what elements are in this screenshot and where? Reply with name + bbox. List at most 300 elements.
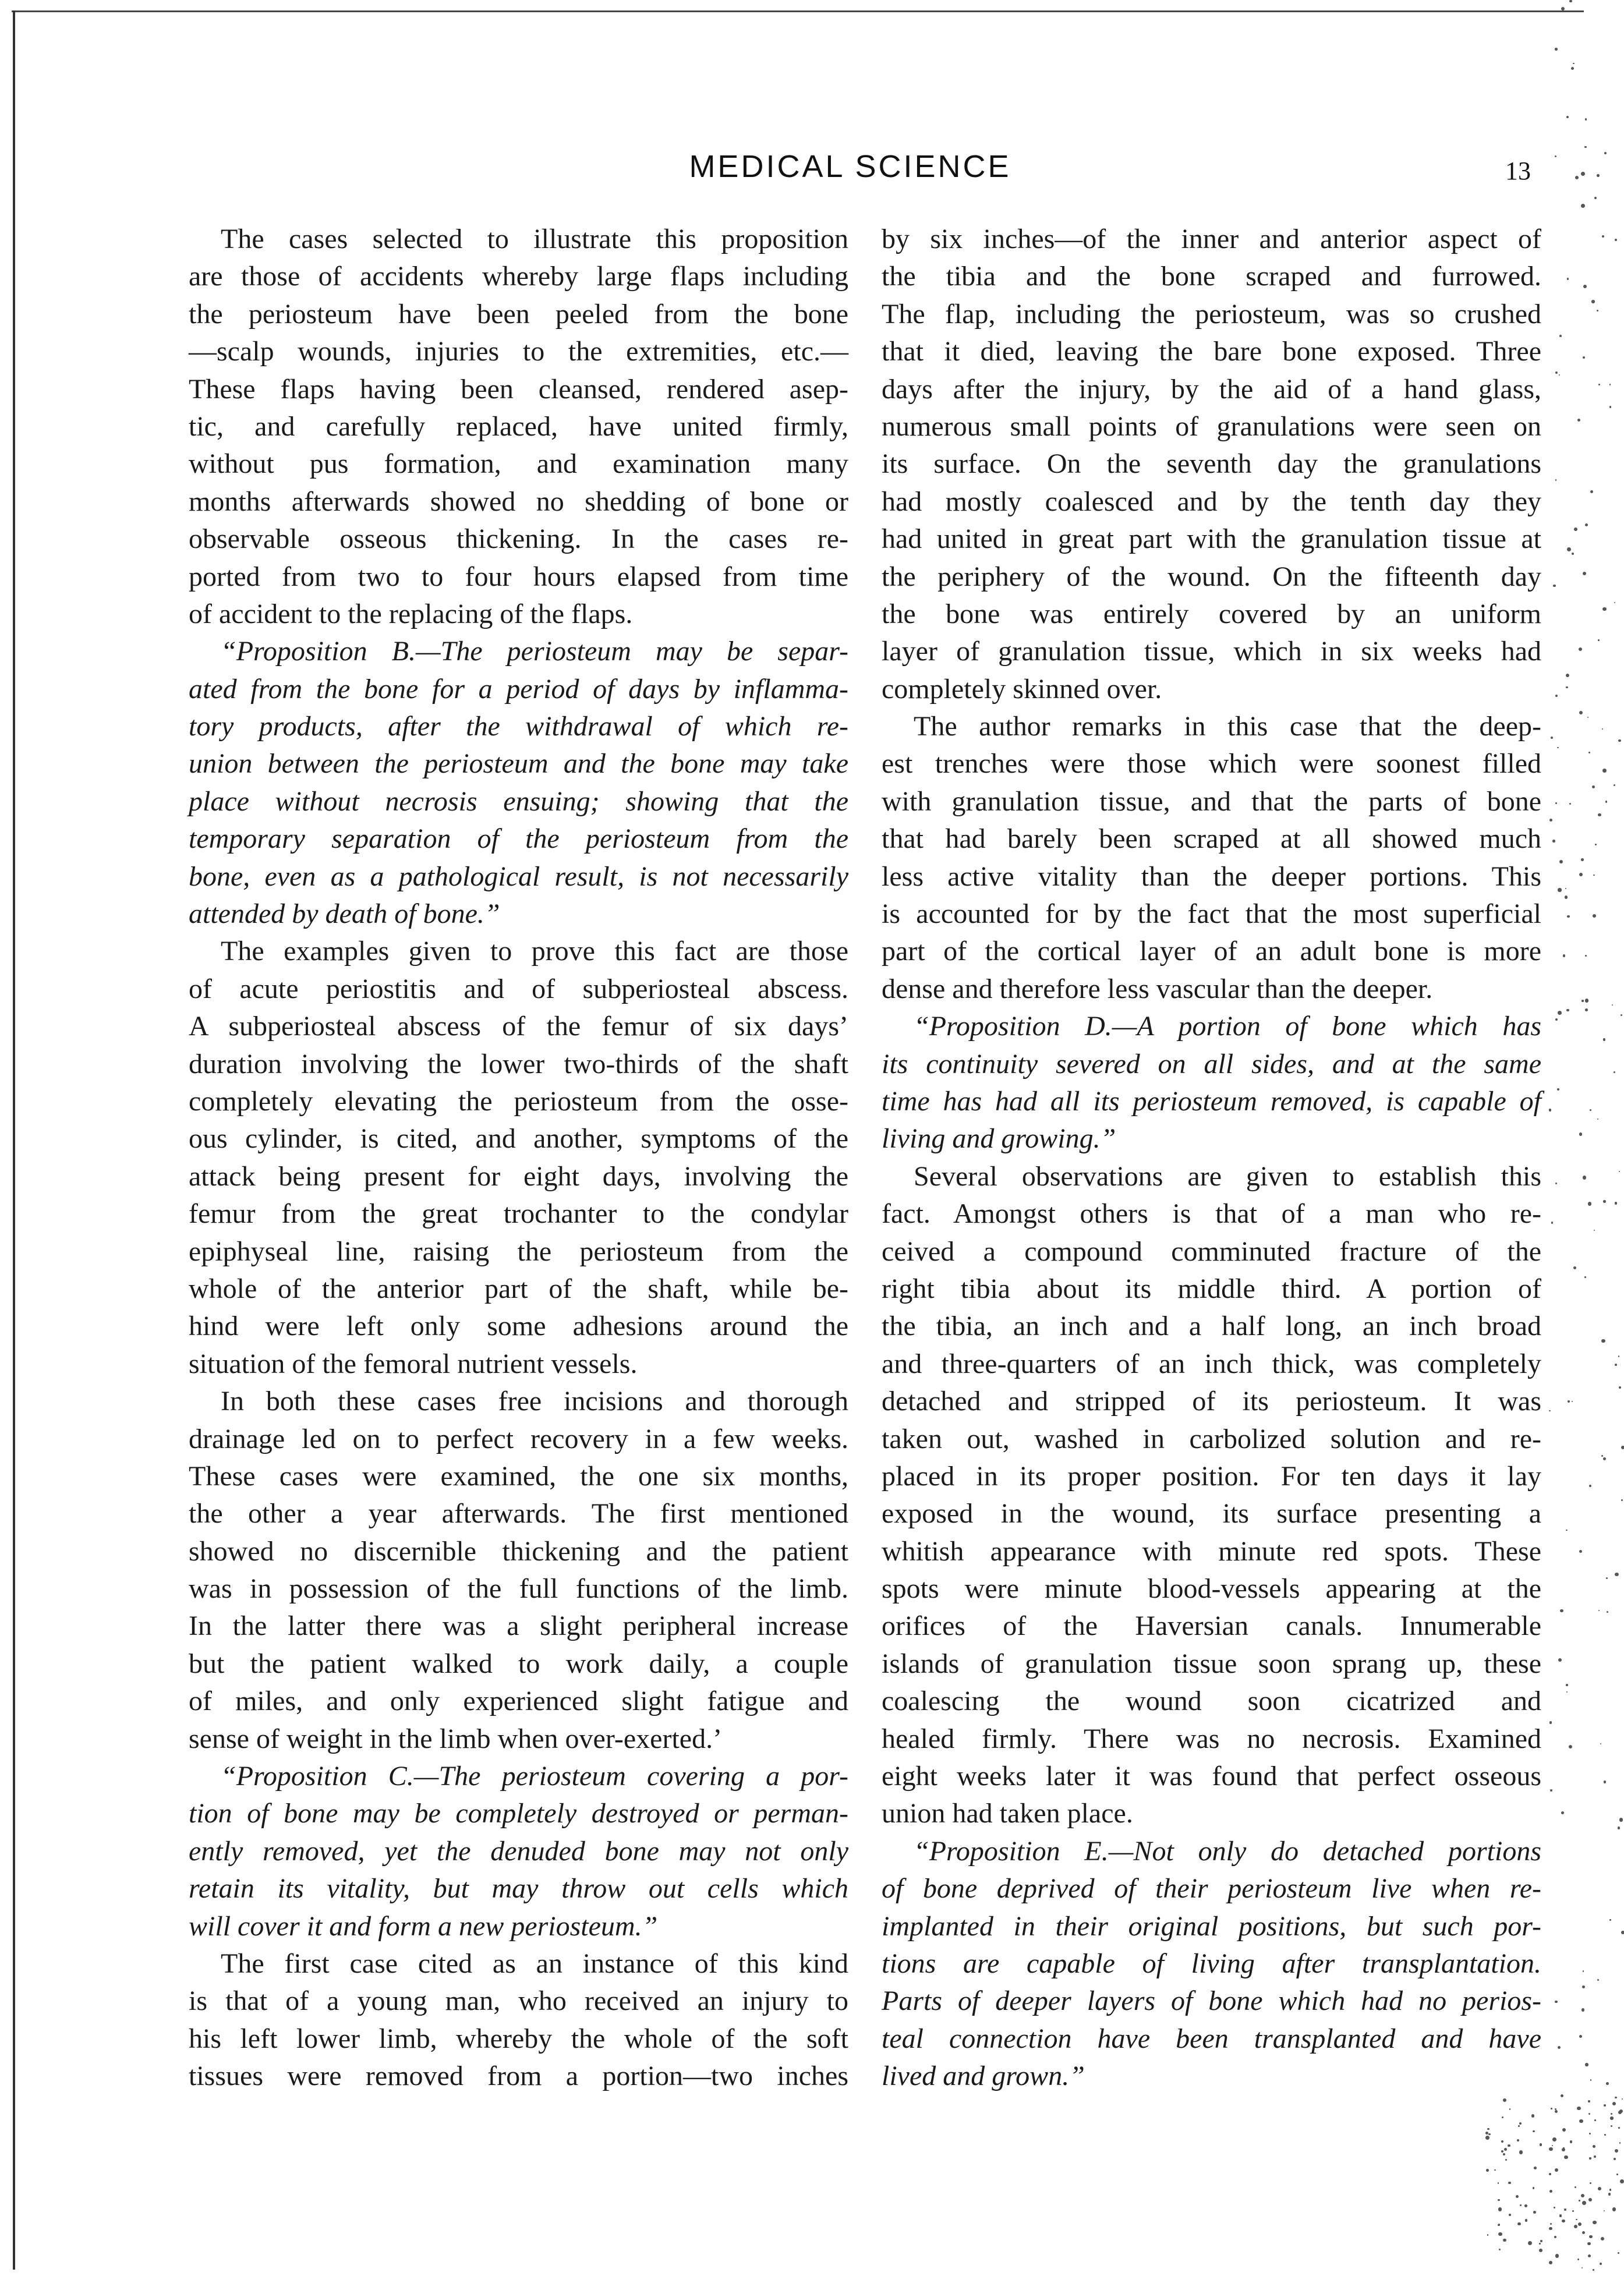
- scan-speck: [1551, 737, 1553, 739]
- text-line: days after the injury, by the aid of a hand glass,: [882, 373, 1541, 405]
- scan-speck: [1604, 1781, 1607, 1783]
- body-paragraph: [189, 1945, 848, 2096]
- scan-speck: [1584, 146, 1587, 148]
- scan-speck: [1590, 490, 1593, 493]
- text-line: union had taken place.: [882, 1798, 1133, 1829]
- scan-speck: [1611, 2125, 1612, 2127]
- scan-speck: [1579, 2200, 1580, 2201]
- text-line: ently removed, yet the denuded bone may not only: [189, 1835, 848, 1867]
- scan-speck: [1566, 686, 1568, 689]
- scan-speck: [1573, 63, 1574, 64]
- scan-speck: [1604, 2134, 1606, 2136]
- text-line: The first case cited as an instance of this kind: [221, 1948, 848, 1979]
- scan-speck: [1578, 2222, 1582, 2227]
- scan-speck: [1589, 2235, 1592, 2238]
- scan-speck: [1520, 2204, 1522, 2206]
- text-line: In the latter there was a slight peripheral increase: [189, 1610, 848, 1642]
- scan-speck: [1609, 2189, 1611, 2190]
- scan-speck: [1585, 1008, 1588, 1011]
- scan-speck: [1579, 647, 1582, 651]
- text-line: drainage led on to perfect recovery in a few weeks.: [189, 1423, 848, 1454]
- scan-speck: [1553, 585, 1555, 587]
- scan-speck: [1558, 1011, 1562, 1015]
- scan-speck: [1555, 2110, 1558, 2113]
- scan-speck: [1561, 1811, 1564, 1814]
- body-paragraph: [189, 221, 848, 633]
- scan-speck: [1573, 1266, 1576, 1269]
- text-line: femur from the great trochanter to the condylar: [189, 1198, 848, 1230]
- scan-speck: [1487, 2128, 1489, 2130]
- scan-speck: [1603, 1200, 1606, 1203]
- text-line: of acute periostitis and of subperiosteal abscess.: [189, 973, 848, 1004]
- scan-speck: [1566, 1530, 1568, 1531]
- scan-speck: [1611, 2113, 1612, 2115]
- scan-speck: [1552, 2137, 1556, 2142]
- text-line: of accident to the replacing of the flaps.: [189, 598, 633, 629]
- text-line: The cases selected to illustrate this proposition: [221, 224, 848, 254]
- scan-speck: [1619, 2142, 1621, 2143]
- scan-speck: [1603, 1457, 1606, 1460]
- scan-speck: [1595, 844, 1597, 845]
- scan-speck: [1486, 2169, 1489, 2172]
- text-line: ated from the bone for a period of days by inflamma-: [189, 673, 848, 705]
- scan-speck: [1563, 2147, 1565, 2149]
- scan-speck: [1555, 155, 1556, 157]
- scan-speck: [1614, 2158, 1616, 2160]
- scan-speck: [1572, 2210, 1574, 2212]
- scan-speck: [1566, 1009, 1569, 1012]
- scan-speck: [1598, 639, 1600, 641]
- text-line: its continuity severed on all sides, and at the same: [882, 1048, 1541, 1079]
- scan-speck: [1579, 873, 1583, 876]
- text-line: The examples given to prove this fact are those: [221, 936, 848, 967]
- scan-speck: [1581, 2008, 1585, 2012]
- body-paragraph: [882, 1158, 1541, 1833]
- scan-speck: [1584, 1276, 1586, 1278]
- scan-speck: [1588, 2198, 1592, 2201]
- scan-speck: [1614, 602, 1615, 603]
- scan-speck: [1602, 769, 1607, 773]
- text-line: temporary separation of the periosteum from the: [189, 823, 848, 855]
- scan-speck: [1590, 2182, 1591, 2184]
- scan-speck: [1572, 1401, 1573, 1402]
- scan-speck: [1621, 1499, 1623, 1501]
- scan-speck: [1572, 553, 1575, 555]
- scan-speck: [1592, 785, 1595, 788]
- scan-speck: [1606, 2082, 1609, 2085]
- scan-speck: [1550, 1789, 1552, 1792]
- text-line: its surface. On the seventh day the granulations: [882, 448, 1541, 480]
- scan-speck: [1485, 2132, 1488, 2135]
- scan-speck: [1605, 801, 1608, 803]
- scan-speck: [1555, 695, 1558, 697]
- scan-speck: [1555, 2168, 1558, 2172]
- scan-speck: [1598, 1610, 1600, 1611]
- scan-speck: [1502, 2116, 1503, 2118]
- scan-speck: [1594, 197, 1597, 199]
- scan-speck: [1579, 2119, 1583, 2123]
- text-line: coalescing the wound soon cicatrized and: [882, 1686, 1541, 1717]
- scan-speck: [1540, 2240, 1542, 2242]
- text-line: was in possession of the full functions of the limb.: [189, 1573, 848, 1605]
- scan-speck: [1615, 239, 1617, 241]
- scan-speck: [1612, 2102, 1616, 2105]
- scan-speck: [1622, 2098, 1623, 2100]
- scan-speck: [1533, 2130, 1535, 2133]
- left-column: [189, 221, 848, 2096]
- text-line: situation of the femoral nutrient vessels.: [189, 1348, 638, 1379]
- scan-speck: [1517, 2222, 1520, 2225]
- text-line: that had barely been scraped at all showed much: [882, 823, 1541, 855]
- scan-speck: [1501, 2140, 1503, 2143]
- scan-speck: [1531, 2114, 1534, 2117]
- scan-speck: [1615, 1202, 1617, 1204]
- text-line: retain its vitality, but may throw out cells which: [189, 1873, 848, 1905]
- text-line: the periphery of the wound. On the fifteenth day: [882, 561, 1541, 592]
- scan-speck: [1589, 1485, 1591, 1487]
- scan-speck: [1582, 2201, 1586, 2204]
- text-line: The flap, including the periosteum, was so crushed: [882, 298, 1541, 330]
- text-line: attack being present for eight days, involving the: [189, 1160, 848, 1192]
- scan-speck: [1549, 819, 1552, 822]
- text-line: is accounted for by the fact that the most superficial: [882, 898, 1541, 930]
- text-line: without pus formation, and examination many: [189, 448, 848, 480]
- text-line: spots were minute blood-vessels appearing at the: [882, 1573, 1541, 1605]
- text-line: his left lower limb, whereby the whole of the soft: [189, 2023, 848, 2054]
- page-left-edge: [13, 10, 15, 2270]
- scan-speck: [1590, 2079, 1591, 2080]
- scan-speck: [1575, 2186, 1576, 2188]
- scan-speck: [1597, 174, 1599, 176]
- scan-speck: [1588, 2113, 1591, 2115]
- scan-speck: [1568, 1400, 1570, 1403]
- scan-speck: [1598, 813, 1601, 817]
- scan-speck: [1555, 1018, 1558, 1021]
- scan-speck: [1549, 2190, 1552, 2193]
- text-line: with granulation tissue, and that the parts of bone: [882, 785, 1541, 817]
- scan-speck: [1528, 2241, 1532, 2245]
- scan-speck: [1504, 2148, 1507, 2151]
- scan-speck: [1588, 2100, 1590, 2102]
- scan-speck: [1619, 1818, 1623, 1822]
- scan-speck: [1593, 2269, 1594, 2271]
- body-paragraph: [882, 708, 1541, 1008]
- scan-speck: [1604, 2104, 1606, 2107]
- text-line: —scalp wounds, injuries to the extremities, etc.—: [189, 336, 848, 367]
- scan-speck: [1563, 954, 1566, 957]
- scan-speck: [1540, 2143, 1542, 2146]
- scan-speck: [1621, 1446, 1624, 1449]
- scan-speck: [1577, 2107, 1580, 2110]
- text-line: whole of the anterior part of the shaft, while be-: [189, 1273, 848, 1304]
- scan-speck: [1601, 2237, 1604, 2240]
- scan-speck: [1618, 739, 1621, 742]
- scan-speck: [1581, 204, 1585, 208]
- scan-speck: [1600, 1743, 1601, 1744]
- scan-speck: [1620, 2179, 1624, 2183]
- scan-speck: [1604, 152, 1607, 154]
- scan-speck: [1567, 915, 1570, 918]
- text-line: attended by death of bone.”: [189, 898, 500, 930]
- text-line: tissues were removed from a portion—two inches: [189, 2061, 848, 2092]
- scan-speck: [1618, 2252, 1619, 2254]
- scan-speck: [1601, 1339, 1605, 1343]
- scan-speck: [1503, 2098, 1506, 2102]
- text-line: tion of bone may be completely destroyed or perman-: [189, 1798, 848, 1829]
- text-line: teal connection have been transplanted and have: [882, 2023, 1541, 2054]
- scan-speck: [1498, 2224, 1500, 2225]
- scan-speck: [1494, 2169, 1496, 2171]
- scan-speck: [1549, 1721, 1552, 1723]
- scan-speck: [1519, 2150, 1523, 2154]
- text-line: is that of a young man, who received an injury to: [189, 1985, 848, 2017]
- text-line: ceived a compound comminuted fracture of the: [882, 1236, 1541, 1267]
- text-line: “Proposition B.—The periosteum may be separ-: [221, 636, 848, 667]
- scan-speck: [1539, 2243, 1540, 2244]
- scan-speck: [1591, 300, 1595, 303]
- text-line: These flaps having been cleansed, rendered asep-: [189, 373, 848, 405]
- scan-speck: [1508, 2182, 1510, 2184]
- scan-speck: [1606, 1577, 1608, 1579]
- text-line: whitish appearance with minute red spots. These: [882, 1535, 1541, 1567]
- scan-speck: [1499, 2249, 1501, 2250]
- scan-speck: [1583, 285, 1587, 288]
- text-line: These cases were examined, the one six months,: [189, 1460, 848, 1492]
- text-line: “Proposition D.—A portion of bone which has: [914, 1011, 1541, 1042]
- text-line: hind were left only some adhesions around the: [189, 1311, 848, 1342]
- scan-speck: [1549, 1109, 1551, 1111]
- text-line: the tibia, an inch and a half long, an inch broad: [882, 1311, 1541, 1342]
- text-line: had united in great part with the granulation tissue at: [882, 523, 1541, 555]
- scan-speck: [1549, 2261, 1552, 2264]
- scan-speck: [1577, 419, 1580, 422]
- scan-speck: [1549, 2227, 1552, 2230]
- text-line: ous cylinder, is cited, and another, symptoms of the: [189, 1123, 848, 1155]
- scan-speck: [1554, 2207, 1555, 2208]
- text-line: “Proposition E.—Not only do detached portions: [914, 1835, 1541, 1867]
- scan-speck: [1549, 2147, 1553, 2151]
- page-number: 13: [1505, 157, 1531, 185]
- scan-speck: [1558, 2046, 1561, 2049]
- scan-speck: [1612, 2207, 1616, 2211]
- text-line: right tibia about its middle third. A portion of: [882, 1273, 1541, 1304]
- scan-speck: [1607, 1611, 1608, 1613]
- scan-speck: [1569, 0, 1572, 2]
- text-line: fact. Amongst others is that of a man who re-: [882, 1198, 1541, 1230]
- scan-speck: [1539, 2249, 1542, 2252]
- scan-speck: [1557, 1088, 1559, 1091]
- scan-speck: [1579, 1550, 1582, 1553]
- scan-speck: [1590, 1109, 1591, 1111]
- scan-speck: [1594, 2119, 1596, 2121]
- scan-speck: [1555, 371, 1558, 374]
- text-line: tory products, after the withdrawal of which re-: [189, 711, 848, 742]
- scan-speck: [1534, 2167, 1537, 2169]
- scan-speck: [1503, 2239, 1506, 2242]
- scan-speck: [1621, 1014, 1622, 1016]
- scan-speck: [1485, 2136, 1489, 2140]
- scan-speck: [1612, 1004, 1613, 1006]
- text-line: numerous small points of granulations were seen on: [882, 410, 1541, 442]
- scan-speck: [1602, 607, 1607, 611]
- scan-speck: [1559, 860, 1563, 864]
- scan-speck: [1509, 2214, 1510, 2215]
- scan-speck: [1550, 2223, 1552, 2225]
- text-line: orifices of the Haversian canals. Innumerable: [882, 1610, 1541, 1642]
- quoted-proposition: [189, 633, 848, 933]
- scan-speck: [1615, 2097, 1617, 2099]
- text-line: but the patient walked to work daily, a couple: [189, 1648, 848, 1679]
- scan-speck: [1570, 2140, 1572, 2143]
- text-line: A subperiosteal abscess of the femur of six days’: [189, 1011, 848, 1042]
- running-head: MEDICAL SCIENCE: [689, 149, 1011, 184]
- text-line: the other a year afterwards. The first mentioned: [189, 1498, 848, 1530]
- scan-speck: [1571, 67, 1574, 70]
- scan-speck: [1601, 1455, 1603, 1457]
- scan-speck: [1509, 2108, 1511, 2110]
- scan-speck: [1609, 1919, 1611, 1921]
- scan-speck: [1585, 955, 1587, 957]
- scan-speck: [1566, 116, 1569, 118]
- text-line: islands of granulation tissue soon sprang up, these: [882, 1648, 1541, 1679]
- text-line: The author remarks in this case that the deep-: [914, 711, 1541, 742]
- scan-speck: [1594, 2155, 1596, 2158]
- body-paragraph: [189, 1383, 848, 1758]
- scan-speck: [1569, 803, 1572, 805]
- scan-speck: [1549, 1410, 1550, 1411]
- scan-speck: [1614, 784, 1615, 786]
- scan-speck: [1566, 1684, 1568, 1686]
- scan-speck: [1618, 1827, 1620, 1829]
- quoted-proposition: [882, 1008, 1541, 1158]
- scan-speck: [1517, 2139, 1519, 2142]
- scan-speck: [1569, 1745, 1572, 1748]
- text-line: of bone deprived of their periosteum live when re-: [882, 1873, 1541, 1905]
- text-line: placed in its proper position. For ten days it lay: [882, 1460, 1541, 1492]
- scan-speck: [1581, 858, 1584, 861]
- text-line: part of the cortical layer of an adult bone is more: [882, 936, 1541, 967]
- scan-speck: [1593, 875, 1594, 876]
- text-line: healed firmly. There was no necrosis. Examined: [882, 1723, 1541, 1754]
- scan-speck: [1593, 914, 1596, 918]
- text-line: showed no discernible thickening and the patient: [189, 1535, 848, 1567]
- text-line: eight weeks later it was found that perfect osseous: [882, 1761, 1541, 1792]
- quoted-proposition: [882, 1833, 1541, 2096]
- scan-speck: [1597, 1979, 1599, 1981]
- text-line: est trenches were those which were soonest filled: [882, 748, 1541, 780]
- scan-speck: [1555, 802, 1556, 803]
- scan-speck: [1566, 1691, 1568, 1693]
- scan-speck: [1574, 2225, 1577, 2228]
- text-line: of miles, and only experienced slight fatigue and: [189, 1686, 848, 1717]
- scan-speck: [1561, 7, 1565, 10]
- scan-speck: [1615, 1364, 1617, 1366]
- scan-speck: [1564, 2208, 1566, 2211]
- scan-speck: [1557, 747, 1559, 749]
- scan-speck: [1608, 2193, 1611, 2196]
- scan-speck: [1579, 1132, 1583, 1136]
- scan-speck: [1565, 888, 1566, 889]
- scan-speck: [1488, 2133, 1490, 2135]
- scan-speck: [1600, 2263, 1602, 2265]
- text-line: tions are capable of living after transplantation.: [882, 1948, 1541, 1979]
- scan-speck: [1602, 235, 1604, 238]
- scan-speck: [1549, 2173, 1551, 2175]
- scan-speck: [1559, 335, 1562, 337]
- scan-speck: [1498, 2199, 1500, 2201]
- scan-speck: [1576, 2219, 1577, 2220]
- scan-speck: [1574, 528, 1577, 531]
- text-line: layer of granulation tissue, which in six weeks had: [882, 636, 1541, 667]
- scan-speck: [1554, 2236, 1556, 2238]
- scan-speck: [1565, 895, 1568, 898]
- scan-speck: [1602, 728, 1603, 730]
- scan-speck: [1562, 2220, 1565, 2222]
- scan-speck: [1589, 2157, 1591, 2159]
- scan-speck: [1618, 2111, 1622, 2114]
- scan-speck: [1498, 2232, 1502, 2236]
- scan-speck: [1583, 356, 1585, 359]
- scan-speck: [1555, 48, 1558, 51]
- scan-speck: [1558, 888, 1561, 891]
- scan-speck: [1567, 547, 1571, 551]
- body-paragraph: [189, 933, 848, 1383]
- text-line: place without necrosis ensuing; showing that the: [189, 785, 848, 817]
- text-line: by six inches—of the inner and anterior aspect of: [882, 224, 1541, 254]
- scan-speck: [1564, 2155, 1568, 2159]
- scan-speck: [1585, 118, 1587, 120]
- scan-speck: [1583, 1176, 1586, 1179]
- scan-speck: [1610, 2116, 1614, 2120]
- scan-speck: [1585, 999, 1588, 1002]
- text-line: months afterwards showed no shedding of bone or: [189, 486, 848, 517]
- text-line: are those of accidents whereby large flaps including: [189, 261, 848, 292]
- scan-speck: [1597, 310, 1598, 312]
- scan-speck: [1581, 2194, 1584, 2197]
- scan-speck: [1588, 752, 1590, 753]
- scan-speck: [1505, 2159, 1507, 2161]
- scan-speck: [1575, 176, 1579, 179]
- right-column: [882, 221, 1541, 2096]
- text-line: In both these cases free incisions and thorough: [221, 1386, 848, 1417]
- scan-speck: [1614, 1071, 1615, 1073]
- scan-speck: [1581, 1000, 1583, 1001]
- text-line: had mostly coalesced and by the tenth day they: [882, 486, 1541, 517]
- scan-speck: [1519, 2122, 1522, 2125]
- scan-speck: [1551, 1222, 1553, 1223]
- scan-speck: [1588, 1202, 1592, 1206]
- scan-speck: [1587, 2242, 1591, 2246]
- text-line: the tibia and the bone scraped and furrowed.: [882, 261, 1541, 292]
- text-line: completely skinned over.: [882, 673, 1162, 705]
- scan-speck: [1533, 2187, 1534, 2189]
- text-line: less active vitality than the deeper portions. This: [882, 861, 1541, 892]
- scan-speck: [1533, 2211, 1536, 2214]
- scan-speck: [1508, 2144, 1510, 2147]
- text-line: Parts of deeper layers of bone which had no perios-: [882, 1985, 1541, 2017]
- text-line: will cover it and form a new periosteum.”: [189, 1910, 658, 1942]
- scan-speck: [1585, 523, 1588, 526]
- scan-speck: [1619, 1386, 1621, 1389]
- scan-speck: [1555, 2254, 1559, 2258]
- scan-speck: [1615, 2149, 1618, 2153]
- scan-speck: [1555, 479, 1557, 481]
- text-line: union between the periosteum and the bone may take: [189, 748, 848, 780]
- scan-speck: [1597, 1118, 1598, 1120]
- quoted-proposition: [189, 1758, 848, 1945]
- text-line: living and growing.”: [882, 1123, 1116, 1155]
- scan-speck: [1581, 172, 1585, 176]
